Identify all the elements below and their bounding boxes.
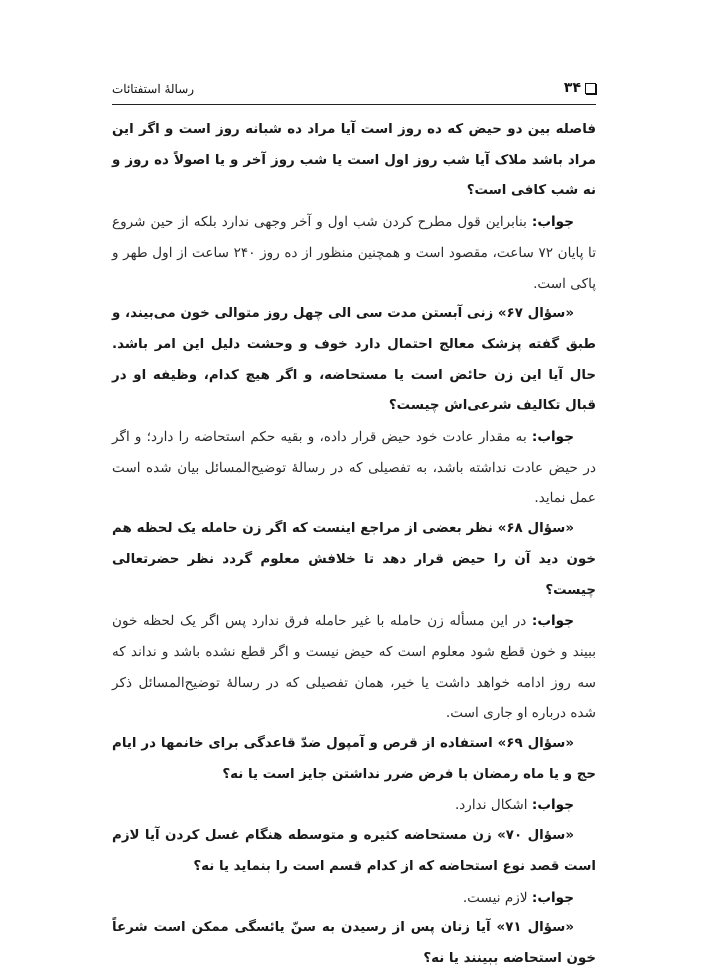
question-text: «سؤال ۷۰» زن مستحاضه کثیره و متوسطه هنگام غسل کردن آیا لازم است قصد نوع استحاضه که از کدام قسم است را بنماید یا نه؟ [112, 828, 596, 874]
header-rule [112, 104, 596, 105]
page-body [112, 115, 596, 975]
answer-label: جواب: [531, 429, 574, 446]
page-number [564, 80, 596, 96]
answer-paragraph [112, 207, 596, 299]
answer-text: به مقدار عادت خود حیض قرار داده، و بقیه حکم استحاضه را دارد؛ و اگر در حیض عادت نداشته باشد، به تفصیلی که در رسالهٔ توضیح‌المسائل بیان شده است عمل نماید. [112, 429, 596, 507]
answer-label: جواب: [531, 613, 574, 630]
answer-label: جواب: [531, 797, 574, 814]
question-text: فاصله بین دو حیض که ده روز است آیا مراد ده شبانه روز است و اگر این مراد باشد ملاک آیا شب روز اول است یا شب روز آخر و یا اصولاً ده روز و نه شب کافی است؟ [112, 122, 596, 199]
answer-paragraph [112, 883, 596, 914]
question-text: «سؤال ۶۷» زنی آبستن مدت سی الی چهل روز متوالی خون می‌بیند، و طبق گفته پزشک معالج احتمال دارد خوف و وحشت دلیل این امر باشد. حال آیا این زن حائض است یا مستحاضه، و اگر هیچ کدام، وظیفه او در قبال تکالیف شرعی‌اش چیست؟ [112, 306, 596, 414]
square-bullet-icon [585, 83, 596, 94]
answer-paragraph [112, 790, 596, 821]
answer-paragraph [112, 422, 596, 514]
page-header [112, 78, 596, 102]
answer-paragraph [112, 606, 596, 729]
running-title: رسالهٔ استفتائات [112, 82, 195, 96]
page-number-text: ۳۴ [563, 80, 581, 96]
answer-text: در این مسأله زن حامله با غیر حامله فرق ندارد پس اگر یک لحظه خون ببیند و خون قطع شود معلوم است که حیض نیست و اگر قطع نشده باشد و نداند که سه روز ادامه خواهد داشت یا خیر، همان تفصیلی که در رسالهٔ توضیح‌المسائل ذکر شده درباره او جاری است. [112, 613, 596, 722]
answer-text: بنابراین قول مطرح کردن شب اول و آخر وجهی ندارد بلکه از حین شروع تا پایان ۷۲ ساعت، مقصود است و همچنین منظور از ده روز ۲۴۰ ساعت از اول طهر و پاکی است. [112, 214, 596, 292]
question-text: «سؤال ۷۱» آیا زنان پس از رسیدن به سنّ یائسگی ممکن است شرعاً خون استحاضه ببینند یا نه؟ [112, 920, 596, 966]
question-text: «سؤال ۶۸» نظر بعضی از مراجع اینست که اگر زن حامله یک لحظه هم خون دید آن را حیض قرار دهد تا خلافش معلوم گردد نظر حضرتعالی چیست؟ [112, 521, 596, 598]
answer-label: جواب: [531, 889, 574, 906]
answer-text: اشکال ندارد. [454, 797, 532, 814]
question-text: «سؤال ۶۹» استفاده از قرص و آمپول ضدّ قاعدگی برای خانمها در ایام حج و یا ماه رمضان با فرض ضرر نداشتن جایز است یا نه؟ [112, 736, 596, 782]
answer-text: لازم نیست. [462, 889, 532, 906]
answer-label: جواب: [531, 214, 574, 231]
